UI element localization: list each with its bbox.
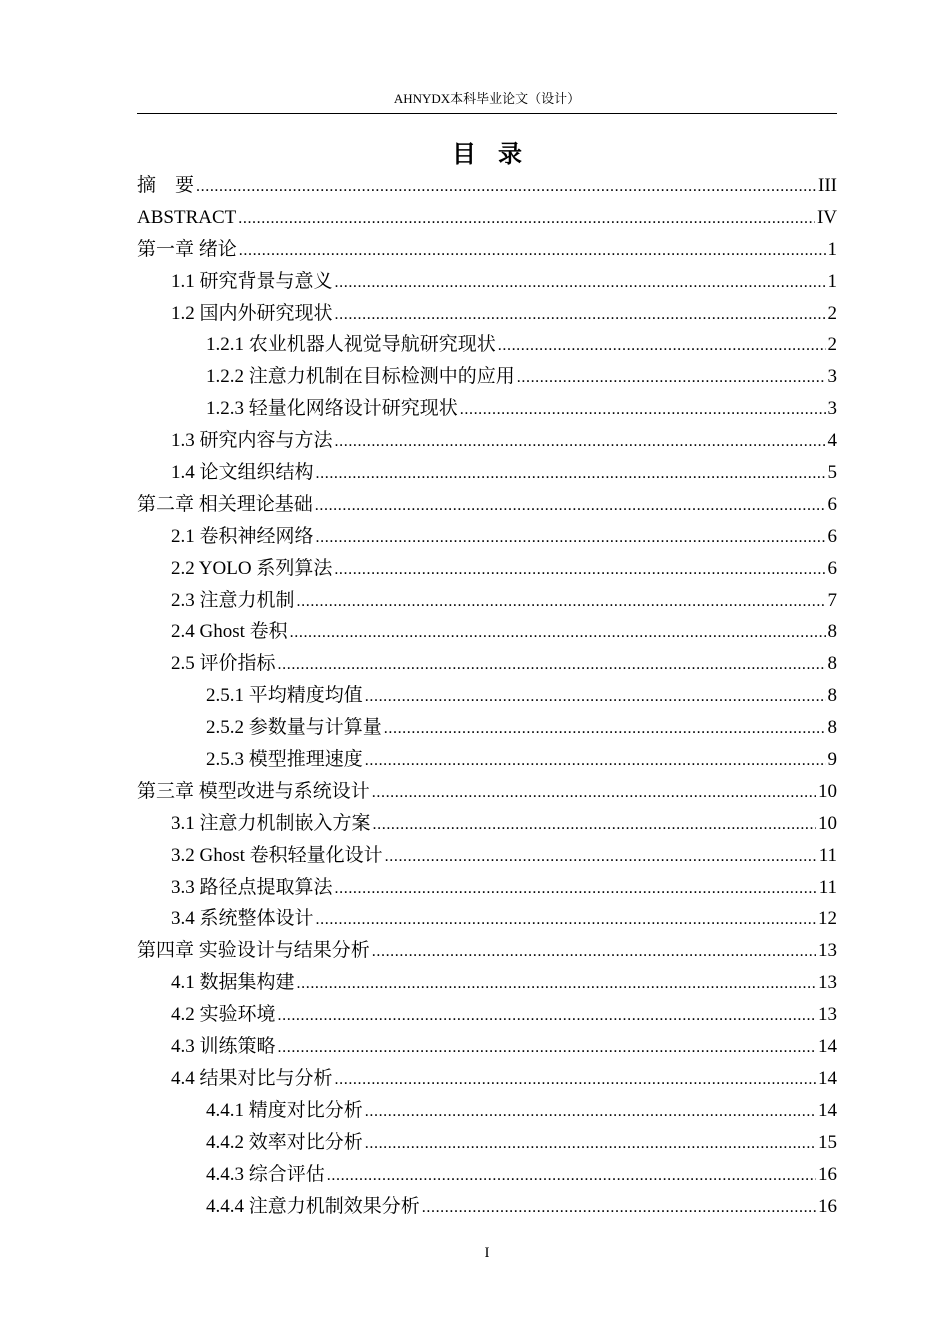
toc-leader-dots [335, 267, 826, 299]
toc-entry-label: 摘 要 [137, 175, 195, 196]
toc-entry-label: 2.5 评价指标 [171, 653, 276, 675]
toc-leader-dots [365, 1128, 816, 1160]
toc-entry-page: III [818, 175, 837, 196]
toc-entry-label: 4.4.4 注意力机制效果分析 [206, 1195, 420, 1217]
toc-entry-page: 16 [818, 1195, 837, 1217]
toc-entry[interactable] [137, 616, 837, 648]
toc-entry-page: 13 [818, 1004, 837, 1026]
toc-leader-dots [334, 554, 825, 586]
toc-entry[interactable] [137, 840, 837, 872]
page-number: I [484, 1245, 490, 1261]
toc-entry[interactable] [137, 680, 837, 712]
toc-entry-page: 14 [818, 1036, 837, 1058]
toc-entry-label: 1.4 论文组织结构 [171, 462, 314, 484]
toc-leader-dots [335, 426, 826, 458]
toc-entry[interactable] [137, 234, 837, 266]
toc-entry-label: 4.3 训练策略 [171, 1036, 276, 1058]
toc-entry-page: 14 [818, 1099, 837, 1121]
toc-entry-page: 12 [818, 908, 837, 930]
toc-entry-label: 2.4 Ghost 卷积 [171, 621, 288, 643]
toc-entry-page: 11 [818, 876, 837, 898]
toc-entry[interactable] [137, 361, 837, 393]
toc-entry-page: 11 [818, 844, 837, 866]
toc-leader-dots [297, 968, 816, 1000]
toc-entry[interactable] [137, 776, 837, 808]
toc-leader-dots [278, 1032, 816, 1064]
toc-entry-label: 3.1 注意力机制嵌入方案 [171, 812, 371, 834]
toc-leader-dots [239, 235, 826, 267]
toc-entry-label: 第二章 相关理论基础 [137, 493, 313, 515]
toc-leader-dots [517, 362, 826, 394]
toc-entry-page: IV [816, 206, 837, 228]
toc-entry[interactable] [137, 170, 837, 202]
page-header: AHNYDX本科毕业论文（设计） [393, 91, 581, 106]
toc-entry-label: 第三章 模型改进与系统设计 [137, 780, 370, 802]
toc-entry[interactable] [137, 457, 837, 489]
toc-leader-dots [422, 1192, 816, 1224]
toc-entry[interactable] [137, 1031, 837, 1063]
toc-entry[interactable] [137, 329, 837, 361]
toc-entry[interactable] [137, 1127, 837, 1159]
toc-entry-label: 1.2.2 注意力机制在目标检测中的应用 [206, 366, 515, 388]
toc-entry-page: 4 [827, 430, 837, 452]
toc-leader-dots [278, 649, 826, 681]
toc-entry[interactable] [137, 935, 837, 967]
toc-entry[interactable] [137, 1159, 837, 1191]
toc-leader-dots [297, 586, 826, 618]
toc-entry-label: 2.2 YOLO 系列算法 [171, 557, 333, 579]
toc-entry[interactable] [137, 903, 837, 935]
toc-entry-label: 4.1 数据集构建 [171, 972, 295, 994]
toc-entry[interactable] [137, 808, 837, 840]
toc-entry[interactable] [137, 872, 837, 904]
toc-entry-page: 16 [818, 1163, 837, 1185]
toc-entry-label: 2.5.2 参数量与计算量 [206, 717, 382, 739]
toc-leader-dots [316, 458, 826, 490]
toc-entry-page: 8 [827, 717, 837, 739]
toc-entry-page: 5 [827, 462, 837, 484]
toc-entry-page: 8 [827, 653, 837, 675]
toc-leader-dots [238, 203, 815, 235]
toc-entry-page: 1 [827, 270, 837, 292]
toc-leader-dots [315, 490, 826, 522]
toc-leader-dots [335, 1064, 816, 1096]
toc-leader-dots [316, 522, 826, 554]
toc-entry[interactable] [137, 967, 837, 999]
toc-entry-label: 2.5.3 模型推理速度 [206, 749, 363, 771]
header-divider [137, 113, 837, 114]
toc-entry-page: 13 [818, 940, 837, 962]
table-of-contents [137, 170, 837, 1222]
toc-entry-page: 3 [827, 366, 837, 388]
toc-entry-label: 4.4.3 综合评估 [206, 1163, 325, 1185]
toc-entry-label: 3.3 路径点提取算法 [171, 876, 333, 898]
toc-entry-page: 10 [818, 812, 837, 834]
toc-entry-page: 2 [827, 334, 837, 356]
toc-entry-label: 4.4.1 精度对比分析 [206, 1099, 363, 1121]
toc-entry-page: 2 [827, 302, 837, 324]
toc-entry[interactable] [137, 425, 837, 457]
toc-leader-dots [278, 1000, 816, 1032]
toc-entry-label: 2.3 注意力机制 [171, 589, 295, 611]
toc-entry[interactable] [137, 521, 837, 553]
toc-entry-label: 3.4 系统整体设计 [171, 908, 314, 930]
toc-entry-page: 15 [818, 1131, 837, 1153]
toc-entry-label: 1.3 研究内容与方法 [171, 430, 333, 452]
toc-entry[interactable] [137, 1191, 837, 1223]
toc-entry-page: 6 [827, 525, 837, 547]
toc-entry-page: 14 [818, 1067, 837, 1089]
toc-leader-dots [196, 171, 816, 203]
toc-entry[interactable] [137, 999, 837, 1031]
toc-entry-page: 10 [818, 780, 837, 802]
toc-entry[interactable] [137, 585, 837, 617]
toc-entry-label: 2.5.1 平均精度均值 [206, 685, 363, 707]
toc-entry-page: 7 [827, 589, 837, 611]
toc-entry-page: 1 [827, 238, 837, 260]
toc-leader-dots [372, 936, 816, 968]
toc-entry-page: 8 [827, 621, 837, 643]
toc-entry[interactable] [137, 1095, 837, 1127]
toc-leader-dots [290, 617, 826, 649]
toc-leader-dots [373, 809, 816, 841]
toc-entry-label: 1.2 国内外研究现状 [171, 302, 333, 324]
toc-entry-page: 13 [818, 972, 837, 994]
toc-leader-dots [365, 1096, 816, 1128]
toc-entry[interactable] [137, 744, 837, 776]
toc-entry-label: 1.2.1 农业机器人视觉导航研究现状 [206, 334, 496, 356]
toc-leader-dots [335, 873, 817, 905]
toc-leader-dots [372, 777, 816, 809]
toc-entry[interactable] [137, 266, 837, 298]
toc-leader-dots [498, 330, 826, 362]
toc-entry-label: 4.4 结果对比与分析 [171, 1067, 333, 1089]
toc-leader-dots [327, 1160, 816, 1192]
toc-entry-page: 6 [827, 557, 837, 579]
toc-leader-dots [365, 681, 826, 713]
toc-entry-label: 4.2 实验环境 [171, 1004, 276, 1026]
toc-entry[interactable] [137, 648, 837, 680]
toc-entry[interactable] [137, 712, 837, 744]
toc-leader-dots [335, 299, 826, 331]
toc-entry[interactable] [137, 393, 837, 425]
toc-entry-label: 第一章 绪论 [137, 238, 237, 260]
toc-leader-dots [365, 745, 826, 777]
toc-leader-dots [384, 713, 826, 745]
toc-entry-label: 第四章 实验设计与结果分析 [137, 940, 370, 962]
toc-entry[interactable] [137, 489, 837, 521]
toc-entry-page: 3 [827, 398, 837, 420]
toc-entry[interactable] [137, 202, 837, 234]
toc-entry-label: 2.1 卷积神经网络 [171, 525, 314, 547]
toc-entry-page: 6 [827, 493, 837, 515]
toc-entry-label: ABSTRACT [137, 206, 237, 228]
toc-entry-label: 1.2.3 轻量化网络设计研究现状 [206, 398, 458, 420]
toc-entry-label: 3.2 Ghost 卷积轻量化设计 [171, 844, 383, 866]
toc-entry[interactable] [137, 553, 837, 585]
toc-title: 目录 [452, 140, 544, 168]
toc-leader-dots [460, 394, 826, 426]
toc-entry[interactable] [137, 298, 837, 330]
toc-entry-page: 9 [827, 749, 837, 771]
toc-entry-page: 8 [827, 685, 837, 707]
toc-leader-dots [385, 841, 817, 873]
toc-entry-label: 1.1 研究背景与意义 [171, 270, 333, 292]
toc-leader-dots [316, 904, 816, 936]
toc-entry-label: 4.4.2 效率对比分析 [206, 1131, 363, 1153]
toc-entry[interactable] [137, 1063, 837, 1095]
